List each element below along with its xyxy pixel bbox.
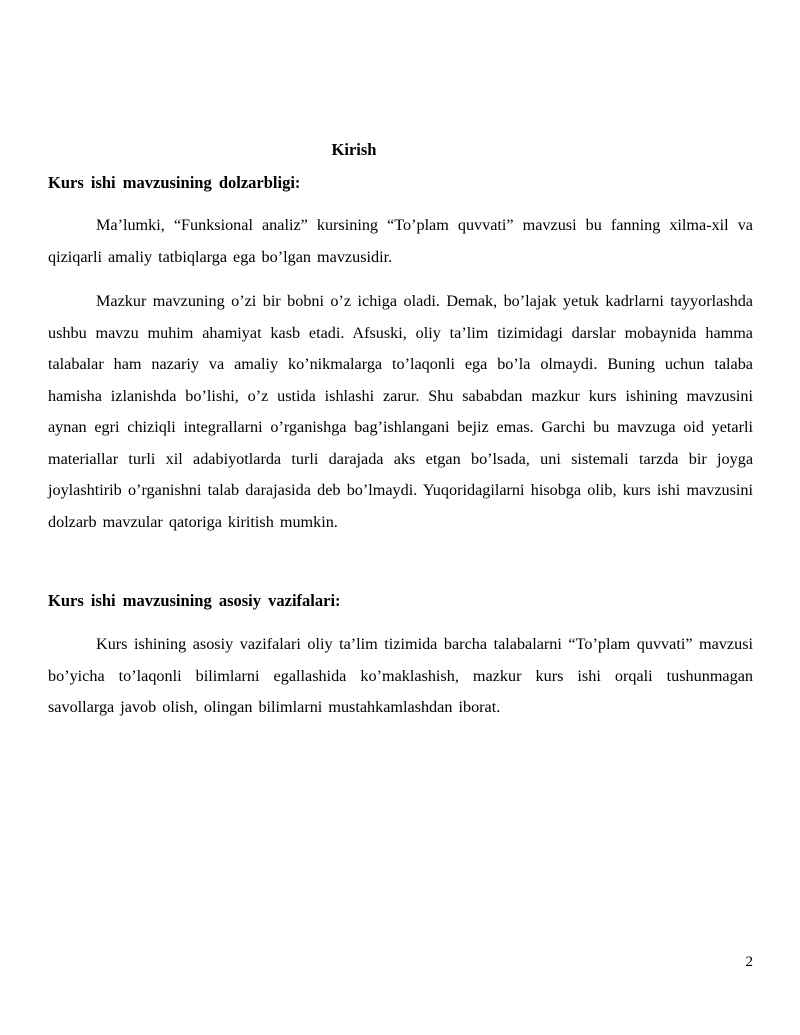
page-number: 2 (745, 954, 753, 970)
paragraph-tasks-1: Kurs ishining asosiy vazifalari oliy ta’lim tizimida barcha talabalarni “To’plam quvvati” mavzusi bo’yicha to’laqonli bilimlarni egallashida ko’maklashish, mazkur kurs ishi orqali tushunmagan savollarga javob olish, olingan bilimlarni mustahkamlashdan iborat. (48, 635, 753, 716)
section-heading-relevance: Kurs ishi mavzusining dolzarbligi: (48, 173, 301, 192)
paragraph-relevance-1: Ma’lumki, “Funksional analiz” kursining “To’plam quvvati” mavzusi bu fanning xilma-xil va qiziqarli amaliy tatbiqlarga ega bo’lgan mavzusidir. (48, 216, 753, 266)
section-heading-tasks: Kurs ishi mavzusining asosiy vazifalari: (48, 591, 341, 610)
paragraph-relevance-2: Mazkur mavzuning o’zi bir bobni o’z ichiga oladi. Demak, bo’lajak yetuk kadrlarni tayyorlashda ushbu mavzu muhim ahamiyat kasb etadi. Afsuski, oliy ta’lim tizimidagi darslar mobaynida hamma talabalar ham nazariy va amaliy ko’nikmalarga to’laqonli ega bo’la olmaydi. Buning uchun talaba hamisha izlanishda bo’lishi, o’z ustida ishlashi zarur. Shu sababdan mazkur kurs ishining mavzusini aynan egri chiziqli integrallarni o’rganishga bag’ishlangani bejiz emas. Garchi bu mavzuga oid yetarli materiallar turli xil adabiyotlarda turli darajada aks etgan bo’lsada, uni sistemali tarzda bir joyga joylashtirib o’rganishni talab darajasida deb bo’lmaydi. Yuqoridagilarni hisobga olib, kurs ishi mavzusini dolzarb mavzular qatoriga kiritish mumkin. (48, 292, 753, 531)
document-title: Kirish (331, 140, 377, 159)
